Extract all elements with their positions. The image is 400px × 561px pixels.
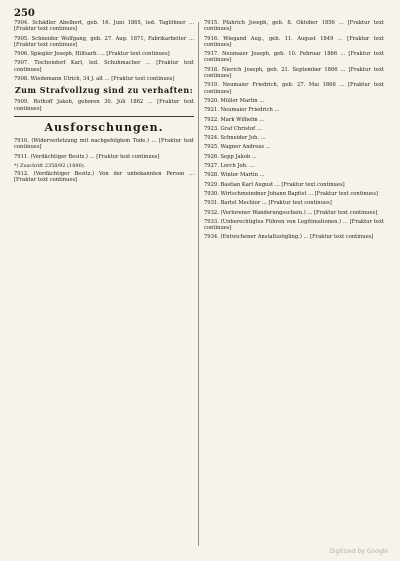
left-entry: 7904. Schädler Abelbert, geb. 16. Juni 1865, led. Taglöhner ... [Fraktur text continues] bbox=[14, 20, 194, 33]
left-entry: 7909. Rothoff Jakob, geboren 30. Juli 1862 ... [Fraktur text continues] bbox=[14, 99, 194, 112]
left-entry: 7912. (Verdächtiger Besitz.) Von der unbekannten Person ... [Fraktur text continues] bbox=[14, 171, 194, 184]
column-divider bbox=[198, 22, 199, 546]
right-entry: 7932. (Verlorener Wanderungsschein.) ... [Fraktur text continues] bbox=[204, 209, 378, 216]
right-entry: 7933. (Unberechtigtes Führen von Legitimationen.) ... [Fraktur text continues] bbox=[204, 218, 384, 232]
right-entry: 7930. Wirtschmeindner Johann Baptist ... [Fraktur text continues] bbox=[204, 190, 378, 197]
right-entry: 7915. Pfahrich Joseph, geb. 8. Oktober 1856 ... [Fraktur text continues] bbox=[204, 20, 384, 33]
right-list-item: 7927. Lerch Joh. ... bbox=[204, 163, 255, 170]
right-entry: 7916. Wiegand Aug., geb. 11. August 1849 ... [Fraktur text continues] bbox=[204, 35, 384, 48]
left-column bbox=[14, 20, 194, 546]
right-entry: 7919. Neumaier Friedrich, geb. 27. Mai 1866 ... [Fraktur text continues] bbox=[204, 82, 384, 95]
left-entry: 7905. Schneider Wolfgang, geb. 27. Aug. 1871, Fabrikarbeiter ... [Fraktur text continues] bbox=[14, 35, 194, 48]
digitized-by-google-watermark: Digitized by Google bbox=[329, 548, 388, 555]
left-entry: 7906. Spiegler Joseph, Hilfsarb. ... [Fraktur text continues] bbox=[14, 51, 170, 58]
right-list-item: 7921. Neumaier Friedrich ... bbox=[204, 107, 280, 114]
right-column bbox=[204, 20, 384, 546]
right-list-item: 7926. Sepp Jakob ... bbox=[204, 153, 257, 160]
left-entry: 7910. (Widerverletzung mit nachgefolgtem Tode.) ... [Fraktur text continues] bbox=[14, 137, 194, 151]
right-entry: 7934. (Entwichener Anstaltszögling.) ... [Fraktur text continues] bbox=[204, 234, 374, 241]
section-heading: Zum Strafvollzug sind zu verhaften: bbox=[14, 85, 194, 96]
right-list-item: 7925. Wagner Andreas ... bbox=[204, 144, 271, 151]
left-entry: 7907. Tischendorf Karl, led. Schuhmacher ... [Fraktur text continues] bbox=[14, 60, 194, 73]
right-entry: 7917. Neumaier Joseph, geb. 10. Februar 1866 ... [Fraktur text continues] bbox=[204, 51, 384, 64]
right-list-item: 7924. Schneider Joh. ... bbox=[204, 135, 266, 142]
left-entry: 7908. Wiedemann Ulrich, 34 J. alt ... [Fraktur text continues] bbox=[14, 76, 175, 83]
right-list-item: 7928. Winter Martin ... bbox=[204, 172, 265, 179]
right-list-item: 7920. Müller Martin ... bbox=[204, 97, 265, 104]
divider bbox=[14, 116, 194, 117]
right-entry: 7918. Nierich Joseph, geb. 21. September 1866 ... [Fraktur text continues] bbox=[204, 66, 384, 80]
right-entry: 7931. Bartel Mechior ... [Fraktur text continues] bbox=[204, 200, 332, 207]
page-number: 250 bbox=[14, 8, 35, 19]
section-heading: Ausforschungen. bbox=[44, 120, 164, 134]
left-entry: 7911. (Verdächtiger Besitz.) ... [Fraktur text continues] bbox=[14, 153, 160, 160]
right-list-item: 7922. Mark Wilhelm ... bbox=[204, 116, 265, 123]
right-list-item: 7923. Graf Christof ... bbox=[204, 125, 262, 132]
right-entry: 7929. Bastian Karl August ... [Fraktur text continues] bbox=[204, 181, 345, 188]
footnote: *) Zuschrift 2358/92 (1890). bbox=[14, 162, 86, 169]
